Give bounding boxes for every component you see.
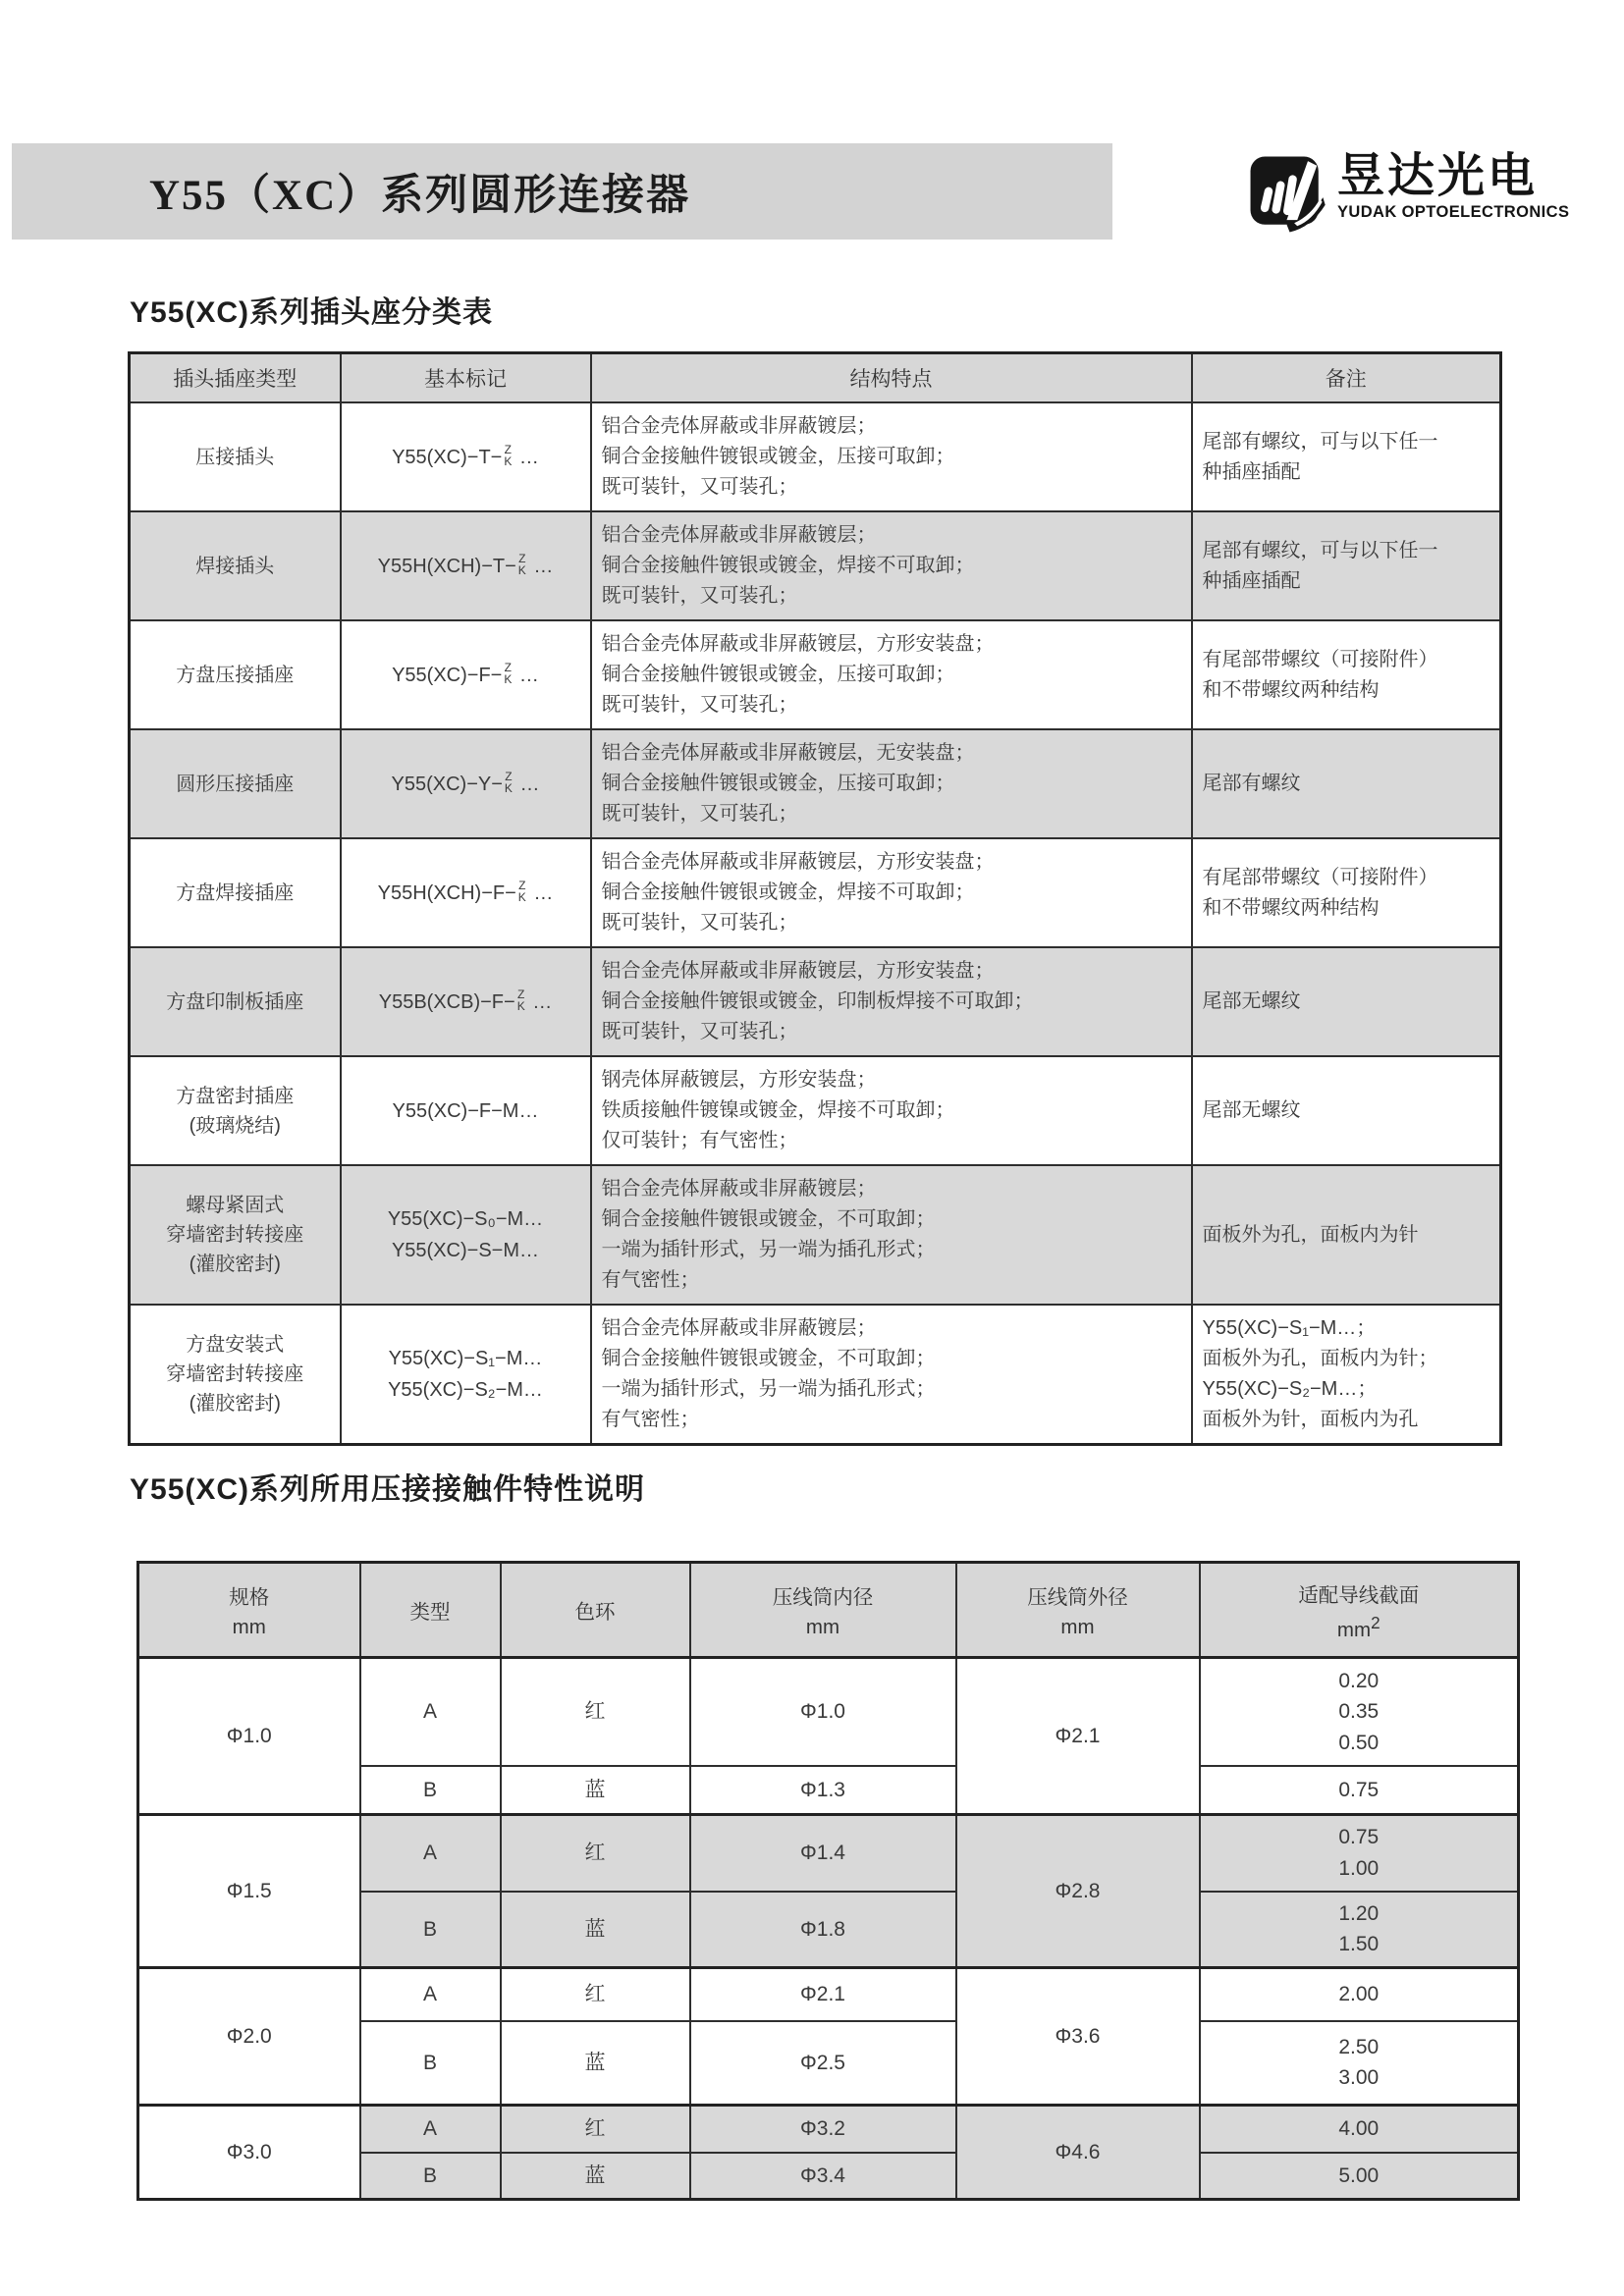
zk-fraction <box>518 880 526 904</box>
feature-line: 铝合金壳体屏蔽或非屏蔽镀层，方形安装盘； <box>601 633 995 655</box>
features-cell <box>591 402 1192 511</box>
feature-line: 既可装针，又可装孔； <box>601 476 798 498</box>
zk-top: Z <box>518 551 526 565</box>
type-cell: A <box>360 1968 501 2021</box>
mark-cell <box>341 729 591 838</box>
type-cell <box>130 838 341 947</box>
zk-bottom: K <box>517 890 526 905</box>
header-line1: 规格 <box>229 1586 270 1609</box>
zk-fraction <box>504 444 512 468</box>
header-line2: $mm^2$ <box>1336 1613 1380 1641</box>
table-row <box>130 1305 1501 1445</box>
ring-cell: 红 <box>501 1968 690 2021</box>
remark-cell <box>1192 620 1501 729</box>
remark-line: 种插座插配 <box>1202 460 1301 483</box>
type-line: 方盘安装式 <box>186 1334 285 1356</box>
ring-cell: 红 <box>501 1658 690 1766</box>
header-row <box>138 1563 1519 1658</box>
classification-table <box>128 351 1502 1446</box>
type-cell: A <box>360 1815 501 1892</box>
feature-line: 铝合金壳体屏蔽或非屏蔽镀层； <box>601 1317 877 1339</box>
wire-value: 5.00 <box>1338 2163 1380 2187</box>
mark-line: Y55(XC)−F− Z K … <box>392 660 539 687</box>
contact-table <box>136 1561 1520 2201</box>
zk-top: Z <box>505 769 513 783</box>
wire-value: 2.50 <box>1338 2035 1380 2058</box>
remark-cell <box>1192 511 1501 620</box>
table-row <box>130 402 1501 511</box>
header-line1: 压线筒内径 <box>772 1586 874 1609</box>
outer-diameter-cell: Φ2.8 <box>956 1815 1200 1968</box>
type-line: 方盘压接插座 <box>176 664 295 686</box>
wire-section-cell <box>1200 2021 1519 2106</box>
features-cell <box>591 729 1192 838</box>
feature-line: 钢壳体屏蔽镀层，方形安装盘； <box>601 1069 877 1091</box>
table-row <box>130 1165 1501 1305</box>
remark-line: 面板外为针，面板内为孔 <box>1202 1409 1419 1430</box>
remark-line: 和不带螺纹两种结构 <box>1202 896 1380 919</box>
type-cell <box>130 729 341 838</box>
ring-cell: 蓝 <box>501 1766 690 1815</box>
inner-diameter-cell: Φ1.4 <box>690 1815 956 1892</box>
mark-line: Y55B(XCB)−F− Z K … <box>378 987 553 1014</box>
spec-cell: Φ2.0 <box>138 1968 360 2106</box>
mark-line: Y55H(XCH)−F− Z K … <box>377 878 554 905</box>
column-header: 结构特点 <box>591 353 1192 403</box>
wire-value: 4.00 <box>1338 2117 1380 2140</box>
wire-section-cell <box>1200 1892 1519 1968</box>
type-line: 方盘密封插座 <box>176 1085 295 1107</box>
remark-line: 尾部有螺纹 <box>1202 773 1301 794</box>
wire-section-cell <box>1200 1815 1519 1892</box>
remark-line: 尾部有螺纹，可与以下任一 <box>1202 539 1438 561</box>
wire-value: 0.50 <box>1338 1731 1380 1754</box>
column-header <box>360 1563 501 1658</box>
wire-value: 2.00 <box>1338 1983 1380 2005</box>
zk-bottom: K <box>516 999 525 1014</box>
feature-line: 铝合金壳体屏蔽或非屏蔽镀层，方形安装盘； <box>601 960 995 982</box>
feature-line: 铝合金壳体屏蔽或非屏蔽镀层，方形安装盘； <box>601 851 995 873</box>
features-cell <box>591 947 1192 1056</box>
spec-cell: Φ1.5 <box>138 1815 360 1968</box>
feature-line: 有气密性； <box>601 1409 700 1430</box>
remark-line: 种插座插配 <box>1202 569 1301 592</box>
logo-name-cn: 昱达光电 <box>1337 150 1539 202</box>
classification-table-body <box>130 402 1501 1445</box>
feature-line: 铜合金接触件镀银或镀金，压接可取卸； <box>601 664 955 685</box>
feature-line: 既可装针，又可装孔； <box>601 803 798 825</box>
table-row <box>138 2106 1519 2153</box>
type-line: 圆形压接插座 <box>176 773 295 795</box>
table-row <box>130 838 1501 947</box>
feature-line: 铝合金壳体屏蔽或非屏蔽镀层； <box>601 1178 877 1200</box>
wire-value: 3.00 <box>1338 2066 1380 2090</box>
table-row <box>130 1056 1501 1165</box>
features-cell <box>591 511 1192 620</box>
remark-cell <box>1192 402 1501 511</box>
mark-cell <box>341 1056 591 1165</box>
section1-title: Y55(XC)系列插头座分类表 <box>130 296 494 329</box>
feature-line: 铜合金接触件镀银或镀金，印制板焊接不可取卸； <box>601 990 1034 1012</box>
inner-diameter-cell: Φ2.5 <box>690 2021 956 2106</box>
outer-diameter-cell: Φ3.6 <box>956 1968 1200 2106</box>
type-line: 穿墙密封转接座 <box>166 1224 304 1246</box>
zk-bottom: K <box>517 563 526 578</box>
mark-line: Y55(XC)−T− Z K … <box>392 442 539 469</box>
header-line2: mm <box>805 1616 840 1638</box>
column-header <box>690 1563 956 1658</box>
remark-cell <box>1192 1165 1501 1305</box>
wire-section-cell <box>1200 2106 1519 2153</box>
table-row <box>130 947 1501 1056</box>
type-line: 压接插头 <box>195 446 275 468</box>
table-row <box>138 1658 1519 1766</box>
mark-cell <box>341 947 591 1056</box>
wire-section-cell <box>1200 1968 1519 2021</box>
section2-title: Y55(XC)系列所用压接接触件特性说明 <box>130 1473 646 1506</box>
type-line: 方盘焊接插座 <box>176 881 295 904</box>
zk-fraction <box>504 662 512 686</box>
remark-line: 尾部无螺纹 <box>1202 990 1301 1012</box>
features-cell <box>591 838 1192 947</box>
header-line1: 类型 <box>409 1601 451 1624</box>
feature-line: 铝合金壳体屏蔽或非屏蔽镀层； <box>601 415 877 437</box>
wire-value: 0.35 <box>1338 1700 1380 1723</box>
zk-fraction <box>505 771 513 795</box>
ring-cell: 蓝 <box>501 2153 690 2200</box>
mark-cell <box>341 620 591 729</box>
type-cell <box>130 1305 341 1445</box>
inner-diameter-cell: Φ1.8 <box>690 1892 956 1968</box>
table-row <box>138 1815 1519 1892</box>
type-cell: A <box>360 1658 501 1766</box>
type-cell: A <box>360 2106 501 2153</box>
features-cell <box>591 1165 1192 1305</box>
ring-cell: 蓝 <box>501 2021 690 2106</box>
inner-diameter-cell: Φ1.0 <box>690 1658 956 1766</box>
wire-value: 1.00 <box>1338 1856 1380 1880</box>
feature-line: 既可装针，又可装孔； <box>601 1021 798 1042</box>
type-cell: B <box>360 2153 501 2200</box>
remark-line: 有尾部带螺纹（可接附件） <box>1202 866 1438 888</box>
column-header <box>501 1563 690 1658</box>
type-cell <box>130 620 341 729</box>
remark-cell <box>1192 1305 1501 1445</box>
page-title: Y55（XC）系列圆形连接器 <box>149 172 691 219</box>
remark-line: 尾部有螺纹，可与以下任一 <box>1202 430 1438 453</box>
wire-value: 1.50 <box>1338 1933 1380 1956</box>
contact-table-header <box>138 1563 1519 1658</box>
zk-top: Z <box>518 878 526 892</box>
ring-cell: 蓝 <box>501 1892 690 1968</box>
mark-cell <box>341 1165 591 1305</box>
zk-fraction <box>517 988 525 1013</box>
table-row <box>130 511 1501 620</box>
classification-table-header <box>130 353 1501 403</box>
feature-line: 既可装针，又可装孔； <box>601 585 798 607</box>
header-line2: mm <box>232 1616 266 1638</box>
ring-cell: 红 <box>501 1815 690 1892</box>
feature-line: 有气密性； <box>601 1269 700 1291</box>
mark-line: Y55(XC)−S₂−M… <box>388 1379 543 1401</box>
remark-cell <box>1192 729 1501 838</box>
zk-top: Z <box>504 442 513 456</box>
header-line1: 压线筒外径 <box>1027 1586 1128 1609</box>
mark-line: Y55(XC)−S₁−M… <box>388 1348 543 1369</box>
remark-cell <box>1192 947 1501 1056</box>
remark-line: Y55(XC)−S₂−M…； <box>1202 1378 1378 1400</box>
feature-line: 铝合金壳体屏蔽或非屏蔽镀层，无安装盘； <box>601 742 975 764</box>
remark-line: 面板外为孔，面板内为针； <box>1202 1348 1438 1369</box>
feature-line: 一端为插针形式，另一端为插孔形式； <box>601 1378 936 1400</box>
logo-icon <box>1249 149 1327 244</box>
features-cell <box>591 1056 1192 1165</box>
mark-line: Y55H(XCH)−T− Z K … <box>377 551 554 578</box>
ring-cell: 红 <box>501 2106 690 2153</box>
inner-diameter-cell: Φ3.2 <box>690 2106 956 2153</box>
title-banner <box>12 143 1112 240</box>
table-row <box>130 620 1501 729</box>
features-cell <box>591 1305 1192 1445</box>
logo-name-en: YUDAK OPTOELECTRONICS <box>1337 203 1570 222</box>
header-line1: 适配导线截面 <box>1298 1583 1420 1607</box>
zk-top: Z <box>504 660 513 674</box>
mark-line: Y55(XC)−S−M… <box>391 1240 540 1261</box>
remark-line: Y55(XC)−S₁−M…； <box>1202 1317 1377 1339</box>
mark-line: Y55(XC)−Y− Z K … <box>391 769 540 796</box>
type-cell <box>130 1056 341 1165</box>
type-cell <box>130 511 341 620</box>
outer-diameter-cell: Φ4.6 <box>956 2106 1200 2200</box>
mark-cell <box>341 838 591 947</box>
inner-diameter-cell: Φ2.1 <box>690 1968 956 2021</box>
outer-diameter-cell: Φ2.1 <box>956 1658 1200 1815</box>
remark-line: 有尾部带螺纹（可接附件） <box>1202 648 1438 670</box>
mark-cell <box>341 1305 591 1445</box>
column-header <box>1200 1563 1519 1658</box>
type-line: (灌胶密封) <box>189 1254 281 1275</box>
wire-section-cell <box>1200 2153 1519 2200</box>
inner-diameter-cell: Φ3.4 <box>690 2153 956 2200</box>
header-line1: 色环 <box>574 1601 616 1624</box>
header-line2: mm <box>1060 1616 1095 1638</box>
remark-line: 和不带螺纹两种结构 <box>1202 678 1380 701</box>
feature-line: 既可装针，又可装孔； <box>601 912 798 934</box>
mark-cell <box>341 402 591 511</box>
column-header: 插头插座类型 <box>130 353 341 403</box>
zk-top: Z <box>517 987 525 1001</box>
table-row <box>130 729 1501 838</box>
inner-diameter-cell: Φ1.3 <box>690 1766 956 1815</box>
feature-line: 铜合金接触件镀银或镀金，压接可取卸； <box>601 446 955 467</box>
company-logo <box>1249 149 1569 244</box>
type-cell: B <box>360 2021 501 2106</box>
features-cell <box>591 620 1192 729</box>
type-line: 穿墙密封转接座 <box>166 1363 304 1385</box>
mark-cell <box>341 511 591 620</box>
wire-value: 1.20 <box>1338 1901 1380 1925</box>
feature-line: 铜合金接触件镀银或镀金，焊接不可取卸； <box>601 881 975 903</box>
zk-bottom: K <box>504 672 513 687</box>
feature-line: 铝合金壳体屏蔽或非屏蔽镀层； <box>601 524 877 546</box>
zk-fraction <box>518 553 526 577</box>
column-header: 备注 <box>1192 353 1501 403</box>
header-sup: 2 <box>1371 1613 1380 1632</box>
feature-line: 铜合金接触件镀银或镀金，压接可取卸； <box>601 773 955 794</box>
type-cell <box>130 947 341 1056</box>
column-header <box>138 1563 360 1658</box>
type-cell <box>130 1165 341 1305</box>
zk-bottom: K <box>504 781 513 796</box>
feature-line: 仅可装针；有气密性； <box>601 1130 798 1151</box>
column-header: 基本标记 <box>341 353 591 403</box>
remark-cell <box>1192 1056 1501 1165</box>
column-header <box>956 1563 1200 1658</box>
table-row <box>138 1968 1519 2021</box>
mark-line: Y55(XC)−S₀−M… <box>387 1208 544 1230</box>
spec-cell: Φ1.0 <box>138 1658 360 1815</box>
type-cell: B <box>360 1892 501 1968</box>
feature-line: 铁质接触件镀镍或镀金，焊接不可取卸； <box>601 1099 955 1121</box>
feature-line: 既可装针，又可装孔； <box>601 694 798 716</box>
remark-line: 面板外为孔，面板内为针 <box>1202 1223 1419 1246</box>
spec-cell: Φ3.0 <box>138 2106 360 2200</box>
type-line: (灌胶密封) <box>189 1393 281 1415</box>
header-row <box>130 353 1501 403</box>
mark-line: Y55(XC)−F−M… <box>392 1099 539 1122</box>
type-cell: B <box>360 1766 501 1815</box>
type-cell <box>130 402 341 511</box>
wire-section-cell <box>1200 1658 1519 1766</box>
wire-section-cell <box>1200 1766 1519 1815</box>
feature-line: 铜合金接触件镀银或镀金，焊接不可取卸； <box>601 555 975 576</box>
type-line: (玻璃烧结) <box>189 1114 281 1137</box>
wire-value: 0.75 <box>1338 1778 1380 1801</box>
contact-table-body <box>138 1658 1519 2200</box>
remark-cell <box>1192 838 1501 947</box>
type-line: 焊接插头 <box>195 555 275 577</box>
wire-value: 0.75 <box>1338 1826 1380 1849</box>
feature-line: 一端为插针形式，另一端为插孔形式； <box>601 1239 936 1260</box>
wire-value: 0.20 <box>1338 1669 1380 1692</box>
feature-line: 铜合金接触件镀银或镀金，不可取卸； <box>601 1348 936 1369</box>
remark-line: 尾部无螺纹 <box>1202 1099 1301 1121</box>
type-line: 方盘印制板插座 <box>166 990 304 1013</box>
feature-line: 铜合金接触件镀银或镀金，不可取卸； <box>601 1208 936 1230</box>
type-line: 螺母紧固式 <box>186 1195 285 1216</box>
logo-text <box>1337 149 1569 222</box>
zk-bottom: K <box>504 454 513 469</box>
